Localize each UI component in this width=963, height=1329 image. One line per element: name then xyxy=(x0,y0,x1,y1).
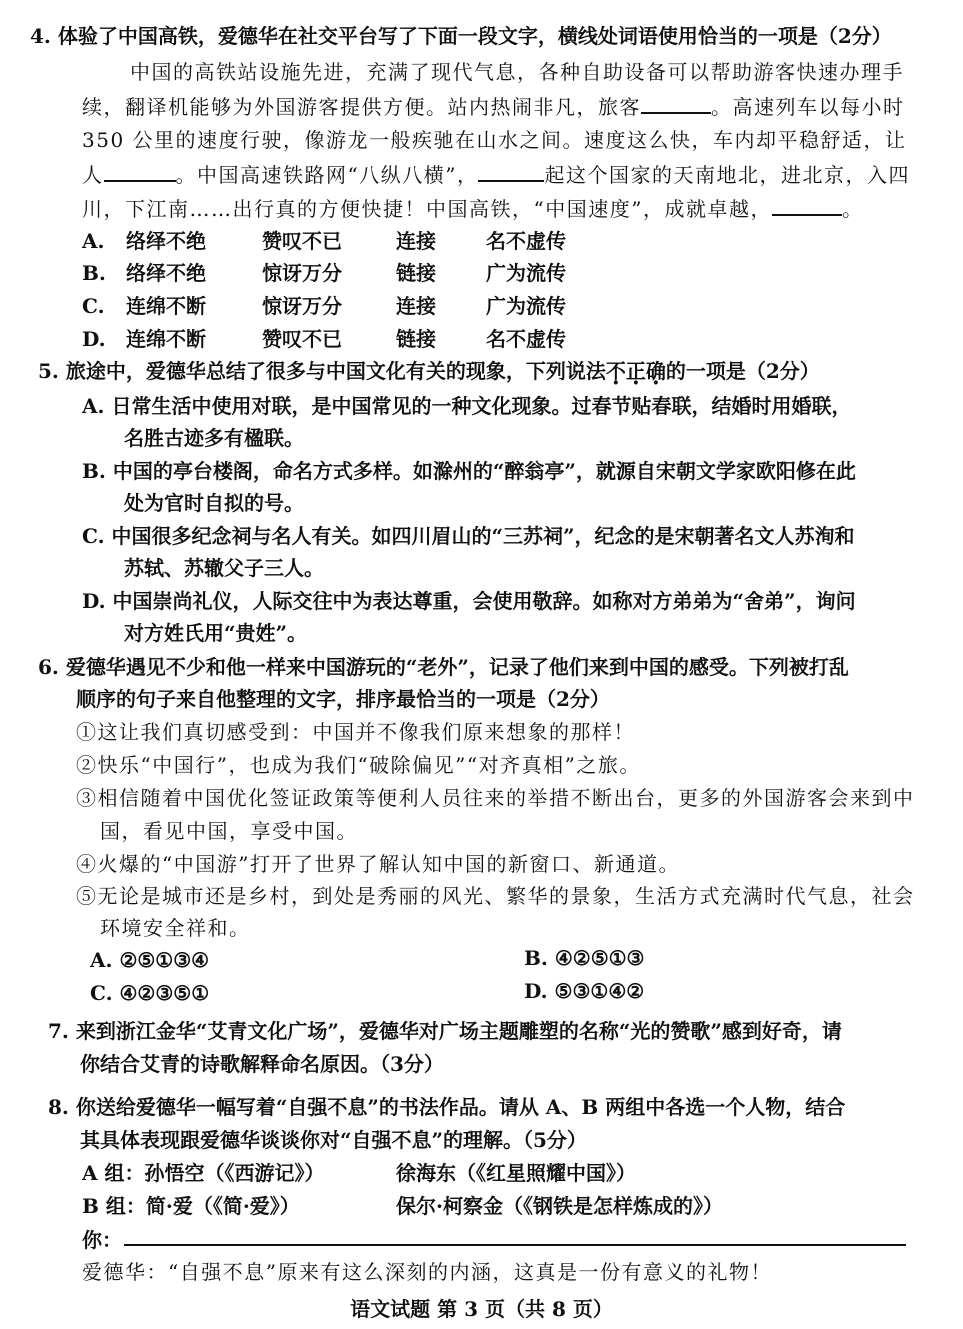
q6-sentence-5a: ⑤无论是城市还是乡村，到处是秀丽的风光、繁华的景象，生活方式充满时代气息，社会 xyxy=(76,884,915,908)
q6-stem-line1: 6. 爱德华遇见不少和他一样来中国游玩的“老外”，记录了他们来到中国的感受。下列被打乱 xyxy=(38,655,849,679)
q4-passage-line5: 川，下江南……出行真的方便快捷！中国高铁，“中国速度”，成就卓越， 。 xyxy=(82,194,863,223)
q5-option-c-line1[interactable]: C. 中国很多纪念祠与名人有关。如四川眉山的“三苏祠”，纪念的是宋朝著名文人苏洵和 xyxy=(82,524,855,548)
q6-sentence-3a: ③相信随着中国优化签证政策等便利人员往来的举措不断出台，更多的外国游客会来到中 xyxy=(76,786,915,810)
q4-blank-1[interactable] xyxy=(641,92,711,114)
q6-sentence-3b: 国，看见中国，享受中国。 xyxy=(100,819,358,843)
q8-stem-line1: 8. 你送给爱德华一幅写着“自强不息”的书法作品。请从 A、B 两组中各选一个人物，结合 xyxy=(48,1095,846,1119)
q7-stem-line1: 7. 来到浙江金华“艾青文化广场”，爱德华对广场主题雕塑的名称“光的赞歌”感到好奇，请 xyxy=(48,1019,842,1043)
q4-option-c[interactable]: C. 连绵不断 惊讶万分 连接 广为流传 xyxy=(82,294,566,318)
q4-stem: 4. 体验了中国高铁，爱德华在社交平台写了下面一段文字，横线处词语使用恰当的一项是（2分） xyxy=(30,24,892,48)
q4-option-a[interactable]: A. 络绎不绝 赞叹不已 连接 名不虚传 xyxy=(82,229,566,253)
q4-passage-line2: 续，翻译机能够为外国游客提供方便。站内热闹非凡，旅客 。高速列车以每小时 xyxy=(82,92,905,121)
q6-sentence-2: ②快乐“中国行”，也成为我们“破除偏见”“对齐真相”之旅。 xyxy=(76,753,641,777)
q4-passage-line1: 中国的高铁站设施先进，充满了现代气息，各种自助设备可以帮助游客快速办理手 xyxy=(130,60,904,84)
q5-option-b-line2: 处为官时自拟的号。 xyxy=(124,491,304,515)
q6-sentence-4: ④火爆的“中国游”打开了世界了解认知中国的新窗口、新通道。 xyxy=(76,852,680,876)
q5-stem: 5. 旅途中，爱德华总结了很多与中国文化有关的现象，下列说法不正确的一项是（2分） xyxy=(38,359,820,383)
q6-sentence-1: ①这让我们真切感受到：中国并不像我们原来想象的那样！ xyxy=(76,720,635,744)
q4-blank-2[interactable] xyxy=(104,160,176,182)
page-footer: 语文试题 第 3 页（共 8 页） xyxy=(350,1297,613,1321)
q4-blank-3[interactable] xyxy=(478,160,544,182)
q5-option-d-line2: 对方姓氏用“贵姓”。 xyxy=(124,621,308,645)
q6-option-a[interactable]: A. ②⑤①③④ xyxy=(90,948,210,972)
q4-option-d[interactable]: D. 连绵不断 赞叹不已 链接 名不虚传 xyxy=(82,327,566,351)
q8-group-a-item2: 徐海东（《红星照耀中国》） xyxy=(396,1161,636,1185)
q4-blank-4[interactable] xyxy=(772,194,842,216)
q6-stem-line2: 顺序的句子来自他整理的文字，排序最恰当的一项是（2分） xyxy=(76,687,610,711)
q8-group-a-item1: A 组：孙悟空（《西游记》） xyxy=(82,1161,325,1185)
q6-sentence-5b: 环境安全祥和。 xyxy=(100,916,251,940)
q8-stem-line2: 其具体表现跟爱德华谈谈你对“自强不息”的理解。（5分） xyxy=(80,1128,587,1152)
q5-option-a-line2: 名胜古迹多有楹联。 xyxy=(124,426,304,450)
q8-edward-reply: 爱德华：“自强不息”原来有这么深刻的内涵，这真是一份有意义的礼物！ xyxy=(82,1260,772,1284)
q6-option-c[interactable]: C. ④②③⑤① xyxy=(90,981,210,1005)
q5-option-a-line1[interactable]: A. 日常生活中使用对联，是中国常见的一种文化现象。过春节贴春联，结婚时用婚联， xyxy=(82,394,852,418)
q5-option-c-line2: 苏轼、苏辙父子三人。 xyxy=(124,556,324,580)
q8-answer-line[interactable] xyxy=(124,1244,906,1246)
q5-option-b-line1[interactable]: B. 中国的亭台楼阁，命名方式多样。如滁州的“醉翁亭”，就源自宋朝文学家欧阳修在此 xyxy=(82,459,856,483)
q4-option-b[interactable]: B. 络绎不绝 惊讶万分 链接 广为流传 xyxy=(82,261,566,285)
q6-option-d[interactable]: D. ⑤③①④② xyxy=(524,979,645,1003)
q7-stem-line2: 你结合艾青的诗歌解释命名原因。（3分） xyxy=(80,1052,444,1076)
q8-group-b-item2: 保尔·柯察金（《钢铁是怎样炼成的》） xyxy=(396,1194,723,1218)
q6-option-b[interactable]: B. ④②⑤①③ xyxy=(524,946,645,970)
q8-answer-label: 你： xyxy=(82,1228,122,1252)
q4-passage-line4: 人 。中国高速铁路网“八纵八横”， 起这个国家的天南地北，进北京，入四 xyxy=(82,160,910,189)
q8-group-b-item1: B 组：简·爱（《简·爱》） xyxy=(82,1194,300,1218)
q5-option-d-line1[interactable]: D. 中国崇尚礼仪，人际交往中为表达尊重，会使用敬辞。如称对方弟弟为“舍弟”，询问 xyxy=(82,589,856,613)
q4-passage-line3: 350 公里的速度行驶，像游龙一般疾驰在山水之间。速度这么快，车内却平稳舒适，让 xyxy=(82,128,907,152)
